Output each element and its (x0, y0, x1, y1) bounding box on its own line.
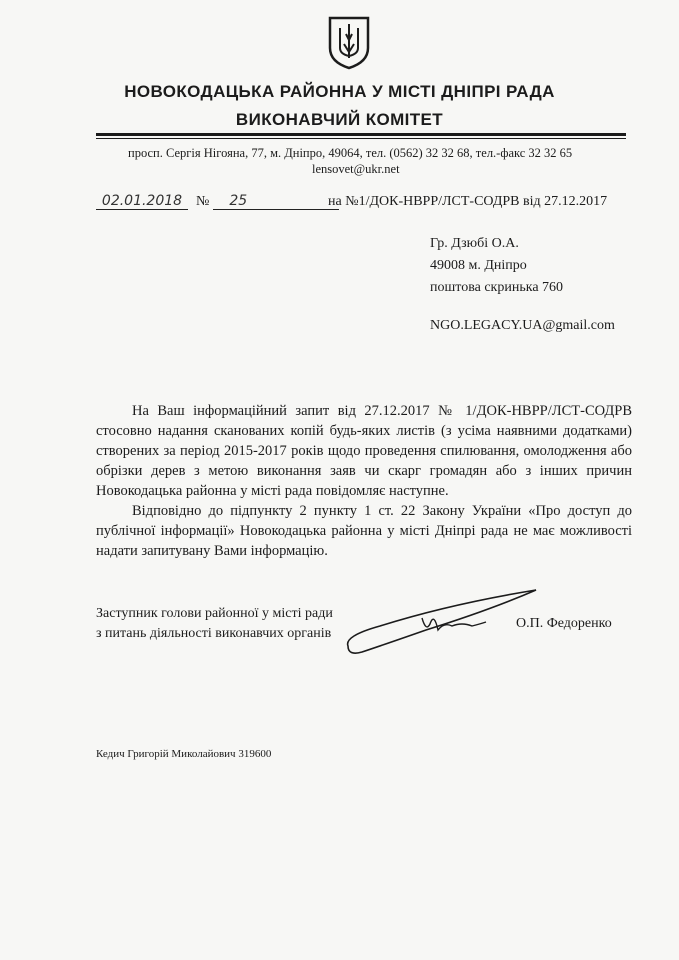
number-label: № (196, 194, 210, 209)
registration-date: 02.01.2018 (96, 193, 188, 210)
header-divider (96, 133, 626, 136)
recipient-name: Гр. Дзюбі О.А. (430, 236, 519, 251)
recipient-box: поштова скринька 760 (430, 280, 564, 295)
header-divider-thin (96, 138, 626, 139)
executor-info: Кедич Григорій Миколайович 319600 (96, 748, 272, 760)
signatory-name: О.П. Федоренко (516, 616, 612, 631)
letter-body (96, 401, 632, 561)
position-line-1: Заступник голови районної у місті ради (96, 606, 333, 621)
committee-title: ВИКОНАВЧИЙ КОМІТЕТ (235, 110, 444, 129)
position-line-2: з питань діяльності виконавчих органів (96, 626, 332, 641)
body-paragraph-1: На Ваш інформаційний запит від 27.12.2017 № 1/ДОК-НВРР/ЛСТ-СОДРВ стосовно надання сканованих копій будь-яких листів (з усіма наявними додатками) створених за період 2015-2017 років щодо проведення спилювання, омолодження або обрізки дерев з метою виконання заяв чи скарг громадян або з інших причин Новокодацька районна у місті рада повідомляє наступне. (96, 403, 632, 499)
organization-name: НОВОКОДАЦЬКА РАЙОННА У МІСТІ ДНІПРІ РАДА (124, 82, 555, 101)
recipient-city: 49008 м. Дніпро (430, 258, 527, 273)
recipient-email: NGO.LEGACY.UA@gmail.com (430, 318, 615, 333)
reference-number: на №1/ДОК-НВРР/ЛСТ-СОДРВ від 27.12.2017 (328, 194, 608, 209)
registration-block (96, 192, 339, 210)
body-paragraph-2: Відповідно до підпункту 2 пункту 1 ст. 22 Закону України «Про доступ до публічної інформації» Новокодацька районна у місті Дніпрі рада не має можливості надати запитувану Вами інформацію. (96, 503, 632, 559)
address-line: просп. Сергія Нігояна, 77, м. Дніпро, 49064, тел. (0562) 32 32 68, тел.-факс 32 32 65 (128, 146, 573, 160)
trident-emblem-icon (326, 14, 372, 70)
registration-number: 25 (213, 193, 339, 210)
signatory-position (96, 604, 333, 644)
organization-contacts (128, 145, 648, 177)
organization-email: lensovet@ukr.net (312, 162, 400, 176)
